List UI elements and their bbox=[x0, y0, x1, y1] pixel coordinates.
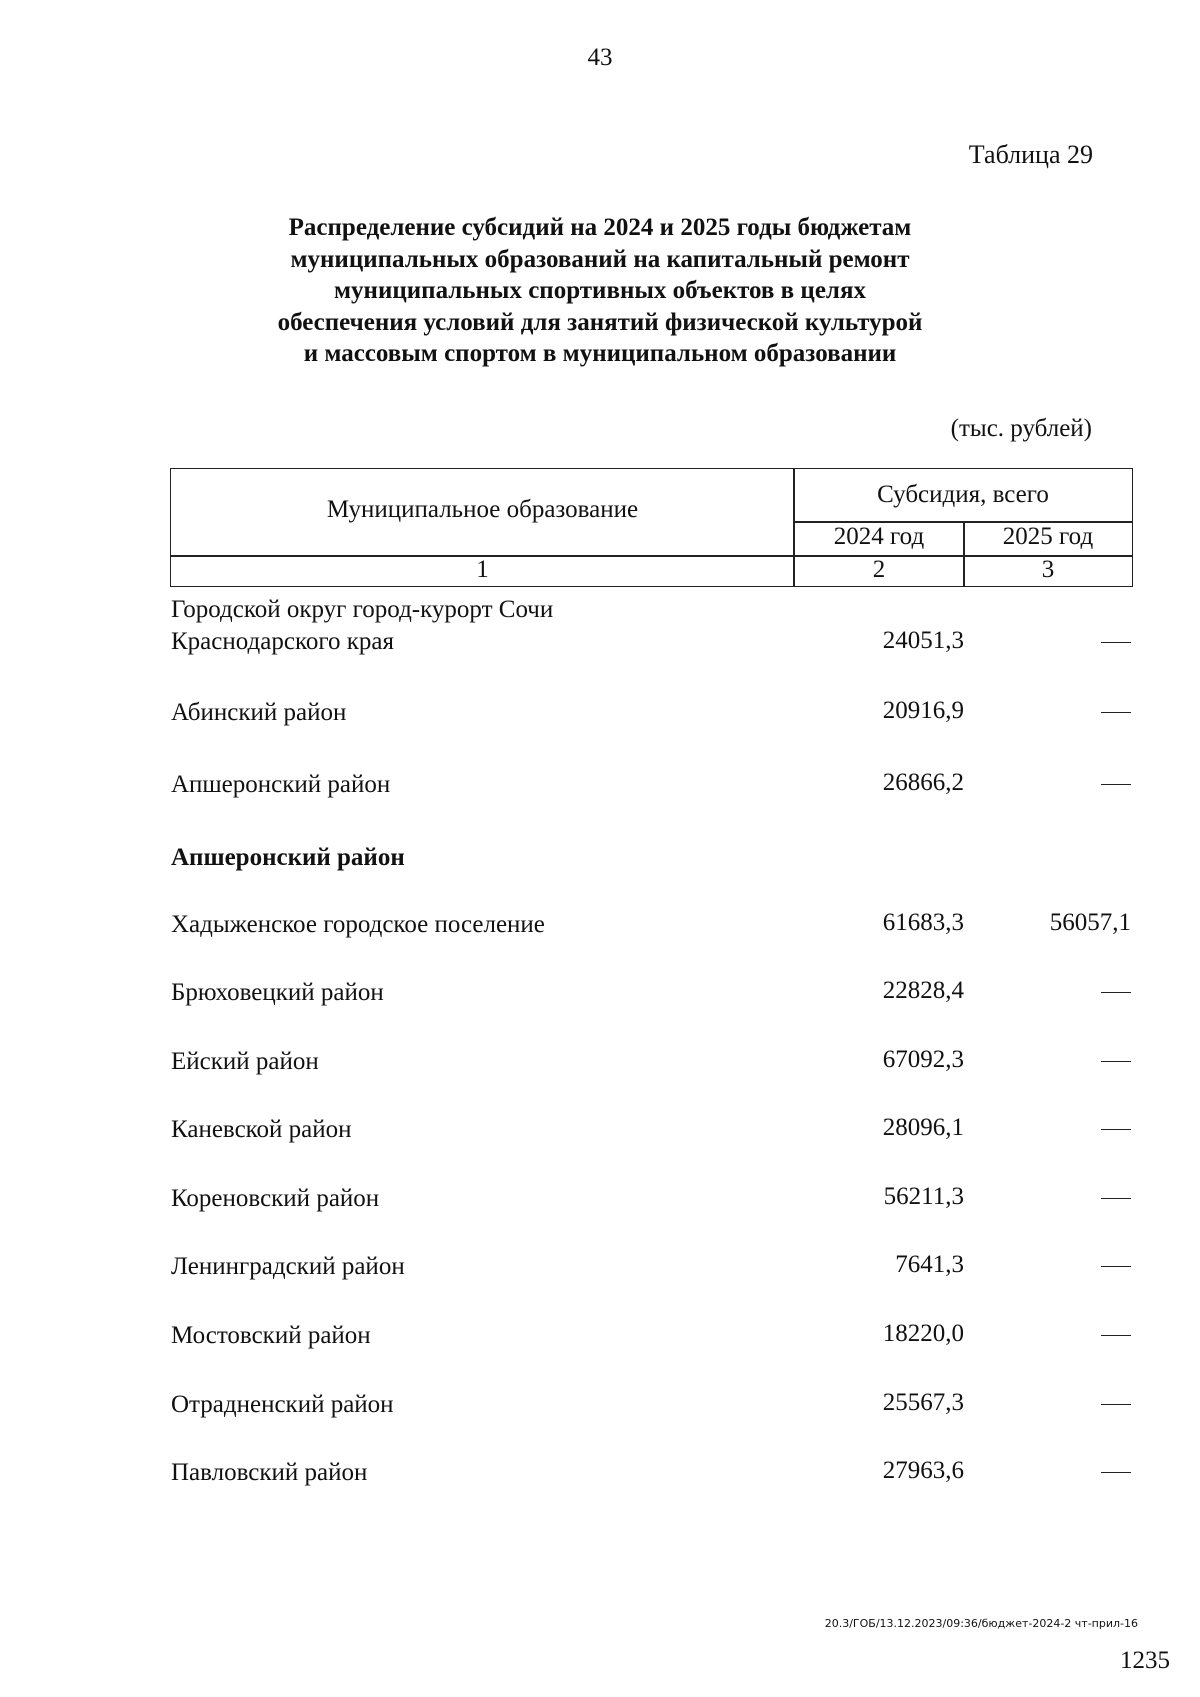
dash-icon bbox=[1101, 642, 1131, 643]
value-2024: 26866,2 bbox=[882, 769, 964, 796]
row-name-line: Городской округ город-курорт Сочи bbox=[171, 596, 554, 623]
title-line: Распределение субсидий на 2024 и 2025 годы бюджетам bbox=[288, 214, 912, 241]
value-2024: 18220,0 bbox=[882, 1320, 964, 1347]
value-2025: 56057,1 bbox=[1049, 909, 1131, 936]
table-row-name: Мостовский район bbox=[171, 1322, 371, 1349]
title-line: муниципальных образований на капитальный ремонт bbox=[290, 245, 910, 273]
colnum-2: 2 bbox=[872, 556, 886, 583]
dash-icon bbox=[1101, 1266, 1131, 1267]
title-line: обеспечения условий для занятий физической культурой bbox=[277, 308, 923, 336]
dash-icon bbox=[1101, 1472, 1131, 1473]
document-title bbox=[200, 212, 1000, 370]
table-row-name: Брюховецкий район bbox=[171, 979, 384, 1006]
table-row-name: Павловский район bbox=[171, 1459, 368, 1486]
value-2025-dash bbox=[1101, 977, 1131, 1005]
table-row-name: Ленинградский район bbox=[171, 1253, 405, 1280]
table-label: Таблица 29 bbox=[968, 140, 1093, 169]
dash-icon bbox=[1101, 784, 1131, 785]
units-label: (тыс. рублей) bbox=[950, 415, 1092, 442]
title-line: муниципальных спортивных объектов в целях bbox=[334, 277, 866, 304]
value-2025-dash bbox=[1101, 1114, 1131, 1142]
dash-icon bbox=[1101, 1198, 1131, 1199]
colnum-1: 1 bbox=[476, 556, 489, 583]
header-year-2024: 2024 год bbox=[833, 523, 925, 550]
value-2024: 20916,9 bbox=[882, 697, 964, 724]
value-2025-dash bbox=[1101, 1457, 1131, 1485]
table-row-name: Каневской район bbox=[171, 1116, 352, 1143]
table-row-name: Абинский район bbox=[171, 699, 347, 726]
value-2024: 22828,4 bbox=[882, 977, 964, 1004]
table-row-name: Хадыженское городское поселение bbox=[171, 911, 545, 938]
value-2024: 56211,3 bbox=[883, 1183, 964, 1210]
value-2024: 28096,1 bbox=[882, 1114, 964, 1141]
value-2024: 25567,3 bbox=[882, 1389, 964, 1416]
colnum-3: 3 bbox=[1041, 556, 1055, 583]
title-line: и массовым спортом в муниципальном образовании bbox=[303, 340, 897, 367]
footer-document-code: 20.3/ГОБ/13.12.2023/09:36/бюджет-2024-2 чт-прил-16 bbox=[824, 1617, 1138, 1630]
value-2025-dash bbox=[1101, 1251, 1131, 1279]
table-row-name bbox=[171, 594, 553, 658]
table-header bbox=[170, 468, 1133, 587]
value-2025-dash bbox=[1101, 697, 1131, 725]
table-row-name: Отрадненский район bbox=[171, 1391, 394, 1418]
dash-icon bbox=[1101, 1404, 1131, 1405]
section-title: Апшеронский район bbox=[171, 844, 405, 871]
table-row-name: Кореновский район bbox=[171, 1185, 380, 1212]
value-2024: 24051,3 bbox=[882, 627, 964, 654]
value-2025-dash bbox=[1101, 1389, 1131, 1417]
dash-icon bbox=[1101, 992, 1131, 993]
dash-icon bbox=[1101, 1335, 1131, 1336]
table-row-name: Ейский район bbox=[171, 1048, 319, 1075]
value-2025-dash bbox=[1101, 769, 1131, 797]
value-2024: 67092,3 bbox=[882, 1046, 964, 1073]
row-name-line: Краснодарского края bbox=[171, 628, 394, 655]
header-municipality: Муниципальное образование bbox=[326, 496, 639, 523]
table-row-name: Апшеронский район bbox=[171, 771, 391, 798]
value-2025-dash bbox=[1101, 1183, 1131, 1211]
header-subsidy: Субсидия, всего bbox=[877, 481, 1049, 508]
value-2025-dash bbox=[1101, 1320, 1131, 1348]
value-2025-dash bbox=[1101, 627, 1131, 655]
header-year-2025: 2025 год bbox=[1002, 523, 1094, 550]
dash-icon bbox=[1101, 1061, 1131, 1062]
value-2024: 7641,3 bbox=[895, 1251, 964, 1278]
dash-icon bbox=[1101, 712, 1131, 713]
value-2024: 27963,6 bbox=[882, 1457, 964, 1484]
footer-page-number: 1235 bbox=[1120, 1647, 1170, 1674]
page-number: 43 bbox=[587, 44, 613, 71]
value-2024: 61683,3 bbox=[882, 909, 964, 936]
dash-icon bbox=[1101, 1129, 1131, 1130]
value-2025-dash bbox=[1101, 1046, 1131, 1074]
